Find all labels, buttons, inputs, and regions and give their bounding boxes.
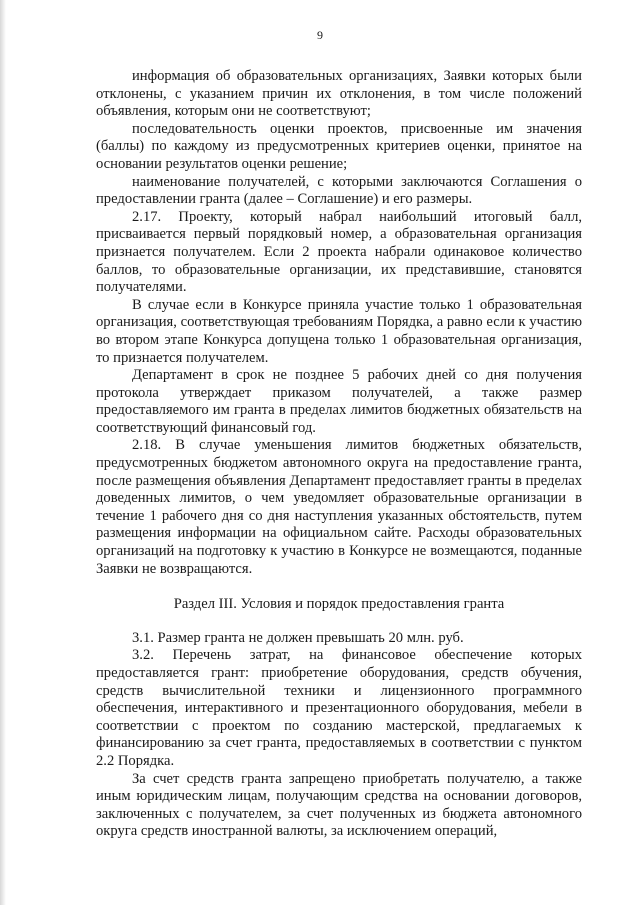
paragraph-3-1: 3.1. Размер гранта не должен превышать 20 млн. руб. [132, 629, 464, 646]
paragraph-2-17: 2.17. Проекту, который набрал наибольший итоговый балл, присваивается первый порядковый номер, а образовательная организация признается получателем. Если 2 проекта набрали одинаковое количество баллов, то образовательные организации, их представившие, становятся получателями. [96, 208, 582, 296]
paragraph-foreign-currency-prohibition: За счет средств гранта запрещено приобретать получателю, а также иным юридическим лицам, получающим средства на основании договоров, заключенных с получателем, за счет полученных из бюджета автономного округа средств иностранной валюты, за исключением операций, [96, 770, 582, 840]
paragraph-recipients-names: наименование получателей, с которыми заключаются Соглашения о предоставлении гранта (далее – Соглашение) и его размеры. [96, 173, 582, 208]
paragraph-department-order: Департамент в срок не позднее 5 рабочих дней со дня получения протокола утверждает приказом получателей, а также размер предоставляемого им гранта в пределах лимитов бюджетных обязательств на соответствующий финансовый год. [96, 367, 582, 436]
paragraph-2-18: 2.18. В случае уменьшения лимитов бюджетных обязательств, предусмотренных бюджетом автономного округа на предоставление гранта, после размещения объявления Департамент предоставляет гранты в пределах доведенных лимитов, о чем уведомляет образовательные организации в течение 1 рабочего дня со дня наступления указанных обстоятельств, путем размещения информации на официальном сайте. Расходы образовательных организаций на подготовку к участию в Конкурсе не возмещаются, поданные Заявки не возвращаются. [96, 437, 582, 577]
paragraph-rejected-organizations-info: информация об образовательных организациях, Заявки которых были отклонены, с указанием причин их отклонения, в том числе положений объявления, которым они не соответствуют; [96, 68, 582, 120]
paragraph-single-participant: В случае если в Конкурсе приняла участие только 1 образовательная организация, соответствующая требованиям Порядка, а равно если к участию во втором этапе Конкурса допущена только 1 образовательная организация, то признается получателем. [96, 296, 582, 366]
section-heading: Раздел III. Условия и порядок предоставления гранта [173, 596, 505, 613]
page-number: 9 [317, 28, 323, 42]
paragraph-evaluation-sequence: последовательность оценки проектов, присвоенные им значения (баллы) по каждому из предусмотренных критериев оценки, принятое на основании результатов оценки решение; [96, 120, 582, 172]
document-body [96, 68, 582, 841]
paragraph-3-2: 3.2. Перечень затрат, на финансовое обеспечение которых предоставляется грант: приобретение оборудования, средств обучения, средств вычислительной техники и лицензионного программного обеспечения, интерактивного и презентационного оборудования, мебели в соответствии с проектом по созданию мастерской, предлагаемых к финансированию за счет гранта, предоставляемых в соответствии с пунктом 2.2 Порядка. [96, 647, 582, 769]
scan-edge-shadow [0, 0, 6, 905]
